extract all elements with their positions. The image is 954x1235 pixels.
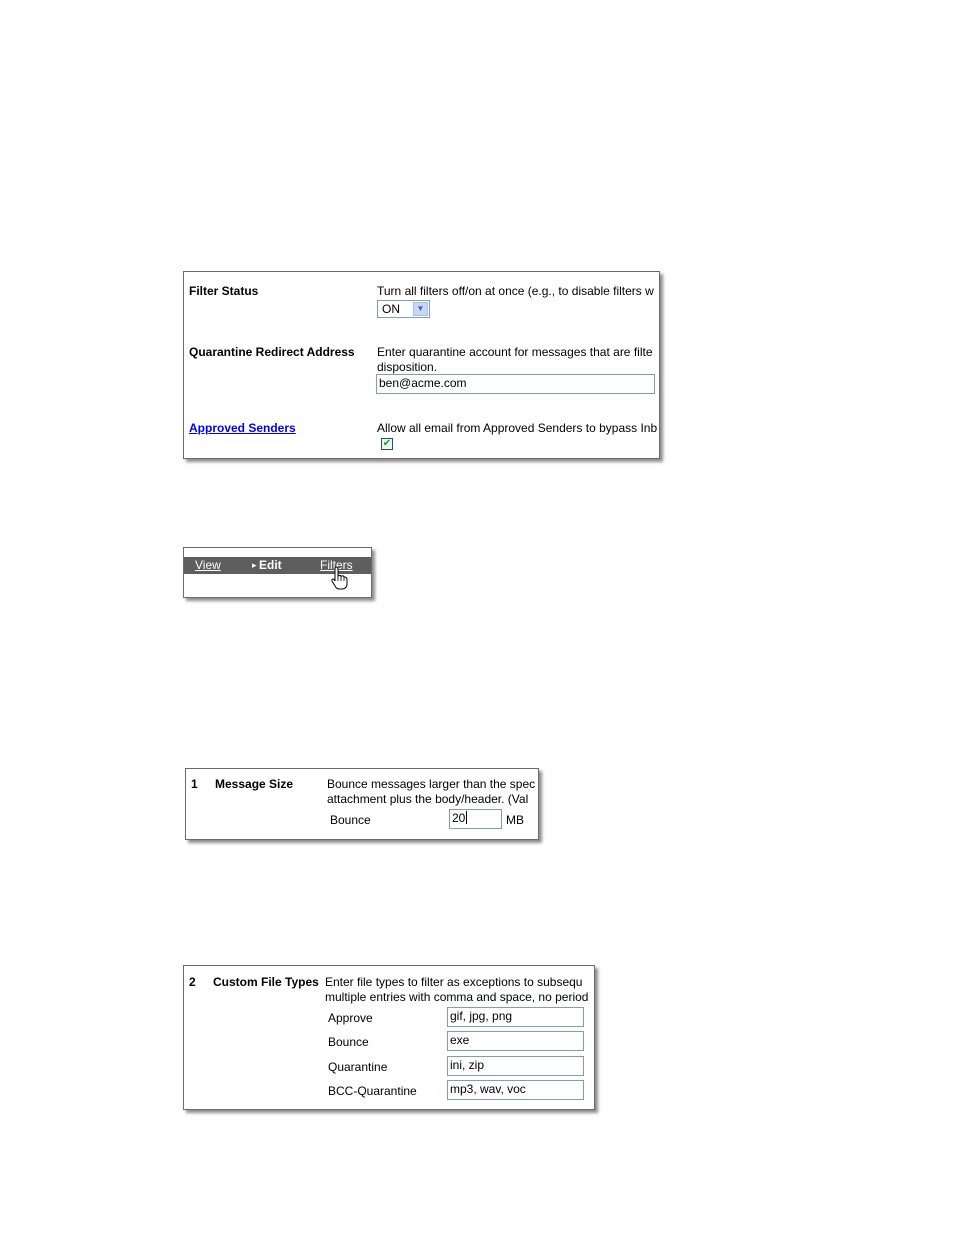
checkmark-icon: ✔ <box>382 438 392 449</box>
rule-number: 2 <box>189 975 196 989</box>
rule-number: 1 <box>191 777 198 791</box>
bcc-quarantine-label: BCC-Quarantine <box>328 1084 417 1098</box>
quarantine-address-input[interactable]: ben@acme.com <box>376 374 655 394</box>
bounce-size-input[interactable] <box>449 809 502 829</box>
quarantine-label: Quarantine <box>328 1060 388 1074</box>
quarantine-description-line1: Enter quarantine account for messages that are filte <box>377 345 653 359</box>
menu-item-view[interactable]: View <box>195 558 221 572</box>
filter-status-label: Filter Status <box>189 284 259 298</box>
bounce-types-input[interactable]: exe <box>447 1031 584 1051</box>
bounce-label: Bounce <box>330 813 371 827</box>
text-caret <box>466 811 467 824</box>
message-size-panel <box>185 768 539 840</box>
custom-file-types-panel <box>183 965 595 1110</box>
menu-item-edit[interactable]: Edit <box>259 558 282 572</box>
quarantine-types-input[interactable]: ini, zip <box>447 1056 584 1076</box>
message-size-title: Message Size <box>215 777 294 791</box>
quarantine-description-line2: disposition. <box>377 360 438 374</box>
chevron-down-icon[interactable]: ▼ <box>413 302 428 316</box>
custom-file-types-description-line1: Enter file types to filter as exceptions to subsequ <box>325 975 583 989</box>
filter-settings-panel <box>183 271 660 459</box>
approved-senders-description: Allow all email from Approved Senders to bypass Inb <box>377 421 658 435</box>
message-size-description-line2: attachment plus the body/header. (Val <box>327 792 529 806</box>
approved-senders-link[interactable]: Approved Senders <box>189 421 296 435</box>
approve-label: Approve <box>328 1011 373 1025</box>
custom-file-types-description-line2: multiple entries with comma and space, no period <box>325 990 589 1004</box>
approved-senders-checkbox[interactable] <box>381 438 393 450</box>
bounce-label: Bounce <box>328 1035 369 1049</box>
menu-panel <box>183 547 372 598</box>
filter-status-value: ON <box>382 302 400 316</box>
custom-file-types-title: Custom File Types <box>213 975 319 989</box>
quarantine-redirect-label: Quarantine Redirect Address <box>189 345 355 359</box>
triangle-right-icon: ▸ <box>252 560 257 570</box>
message-size-description-line1: Bounce messages larger than the spec <box>327 777 536 791</box>
size-unit: MB <box>506 813 524 827</box>
hand-pointer-icon <box>330 566 348 590</box>
filter-status-description: Turn all filters off/on at once (e.g., to disable filters w <box>377 284 654 298</box>
approve-types-input[interactable]: gif, jpg, png <box>447 1007 584 1027</box>
bcc-quarantine-types-input[interactable]: mp3, wav, voc <box>447 1080 584 1100</box>
menu-item-filters[interactable]: Filters <box>320 558 353 572</box>
filter-status-select[interactable] <box>377 300 430 318</box>
bounce-size-value: 20 <box>452 811 466 825</box>
